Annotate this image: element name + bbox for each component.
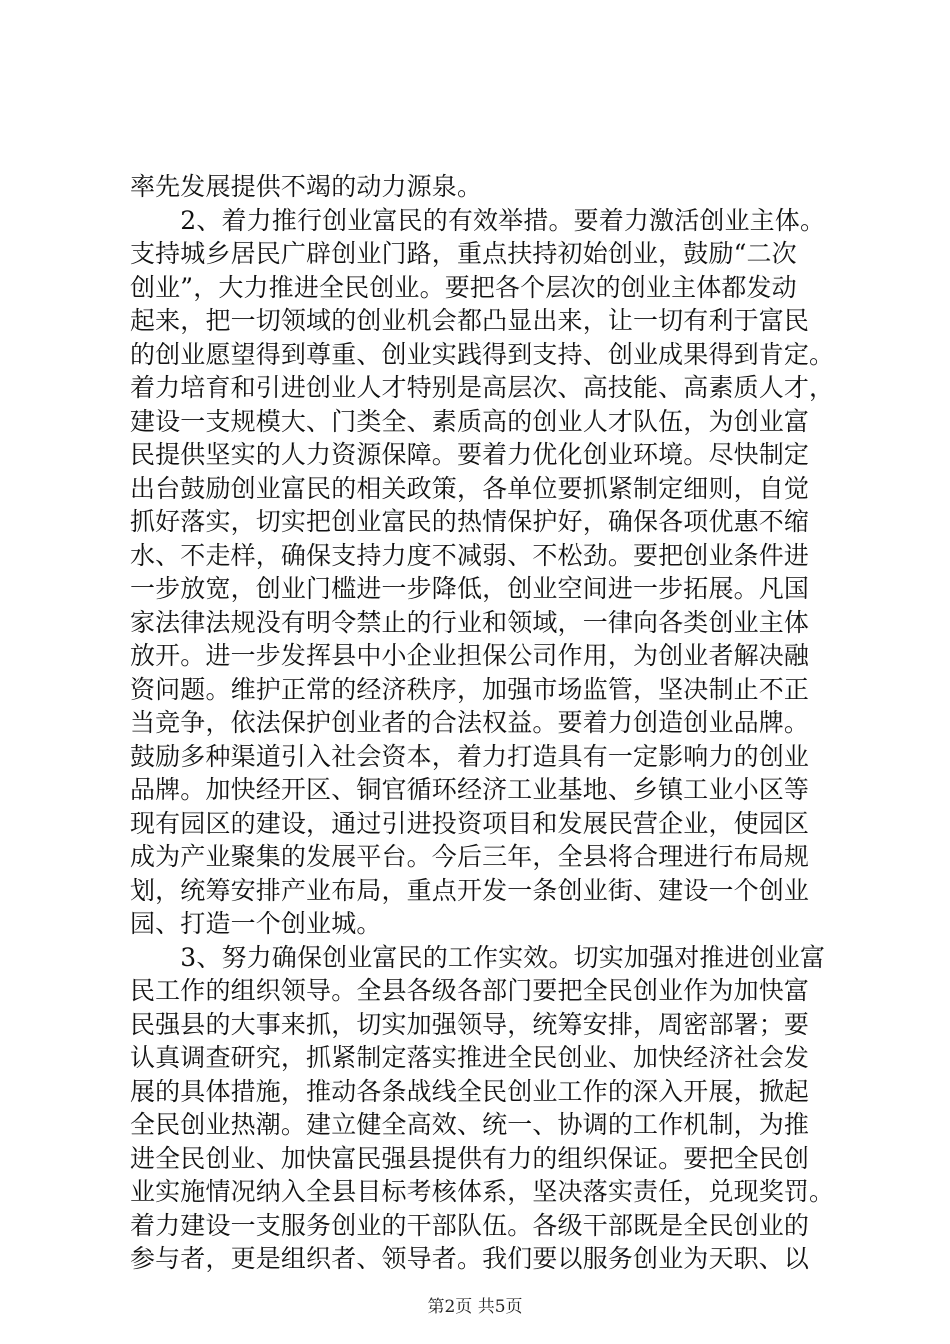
text-line: 起来，把一切领域的创业机会都凸显出来，让一切有利于富民 xyxy=(130,306,810,335)
text-line: 现有园区的建设，通过引进投资项目和发展民营企业，使园区 xyxy=(130,808,810,838)
text-line: 抓好落实，切实把创业富民的热情保护好，确保各项优惠不缩 xyxy=(130,507,810,536)
text-line: 一步放宽，创业门槛进一步降低，创业空间进一步拓展。凡国 xyxy=(130,574,810,603)
text-line: 划，统筹安排产业布局，重点开发一条创业街、建设一个创业 xyxy=(130,875,810,905)
text-line: 创业”，大力推进全民创业。要把各个层次的创业主体都发动 xyxy=(130,272,797,302)
text-line: 展的具体措施，推动各条战线全民创业工作的深入开展，掀起 xyxy=(130,1076,810,1106)
text-line: 支持城乡居民广辟创业门路，重点扶持初始创业，鼓励“二次 xyxy=(130,239,797,268)
text-line: 进全民创业、加快富民强县提供有力的组织保证。要把全民创 xyxy=(130,1143,810,1173)
text-line: 认真调查研究，抓紧制定落实推进全民创业、加快经济社会发 xyxy=(130,1043,810,1072)
text-line: 业实施情况纳入全县目标考核体系，坚决落实责任，兑现奖罚。 xyxy=(130,1177,835,1206)
text-line: 资问题。维护正常的经济秩序，加强市场监管，坚决制止不正 xyxy=(130,674,810,704)
text-line: 全民创业热潮。建立健全高效、统一、协调的工作机制，为推 xyxy=(130,1110,810,1139)
text-line: 率先发展提供不竭的动力源泉。 xyxy=(130,172,483,201)
text-line: 园、打造一个创业城。 xyxy=(130,909,382,938)
text-line: 成为产业聚集的发展平台。今后三年，全县将合理进行布局规 xyxy=(130,842,810,871)
text-line: 着力培育和引进创业人才特别是高层次、高技能、高素质人才， xyxy=(130,373,835,402)
text-line: 当竞争，依法保护创业者的合法权益。要着力创造创业品牌。 xyxy=(130,708,810,737)
text-line: 着力建设一支服务创业的干部队伍。各级干部既是全民创业的 xyxy=(130,1210,810,1240)
text-line: 鼓励多种渠道引入社会资本，着力打造具有一定影响力的创业 xyxy=(130,741,810,771)
text-line: 建设一支规模大、门类全、素质高的创业人才队伍，为创业富 xyxy=(130,406,810,436)
text-line: 放开。进一步发挥县中小企业担保公司作用，为创业者解决融 xyxy=(130,641,810,670)
text-line: 3、努力确保创业富民的工作实效。切实加强对推进创业富 xyxy=(130,942,826,972)
text-line: 出台鼓励创业富民的相关政策，各单位要抓紧制定细则，自觉 xyxy=(130,473,810,503)
text-line: 民提供坚实的人力资源保障。要着力优化创业环境。尽快制定 xyxy=(130,440,810,469)
text-line: 水、不走样，确保支持力度不减弱、不松劲。要把创业条件进 xyxy=(130,540,810,570)
text-line: 的创业愿望得到尊重、创业实践得到支持、创业成果得到肯定。 xyxy=(130,339,835,369)
text-line: 家法律法规没有明令禁止的行业和领域，一律向各类创业主体 xyxy=(130,607,810,637)
text-line: 品牌。加快经开区、铜官循环经济工业基地、乡镇工业小区等 xyxy=(130,775,810,804)
text-line: 2、着力推行创业富民的有效举措。要着力激活创业主体。 xyxy=(130,205,826,235)
text-line: 民工作的组织领导。全县各级各部门要把全民创业作为加快富 xyxy=(130,976,810,1005)
page-number-footer: 第2页 共5页 xyxy=(427,1297,523,1317)
text-line: 参与者，更是组织者、领导者。我们要以服务创业为天职、以 xyxy=(130,1244,810,1273)
text-line: 民强县的大事来抓，切实加强领导，统筹安排，周密部署；要 xyxy=(130,1009,810,1039)
body-text xyxy=(130,170,835,1276)
